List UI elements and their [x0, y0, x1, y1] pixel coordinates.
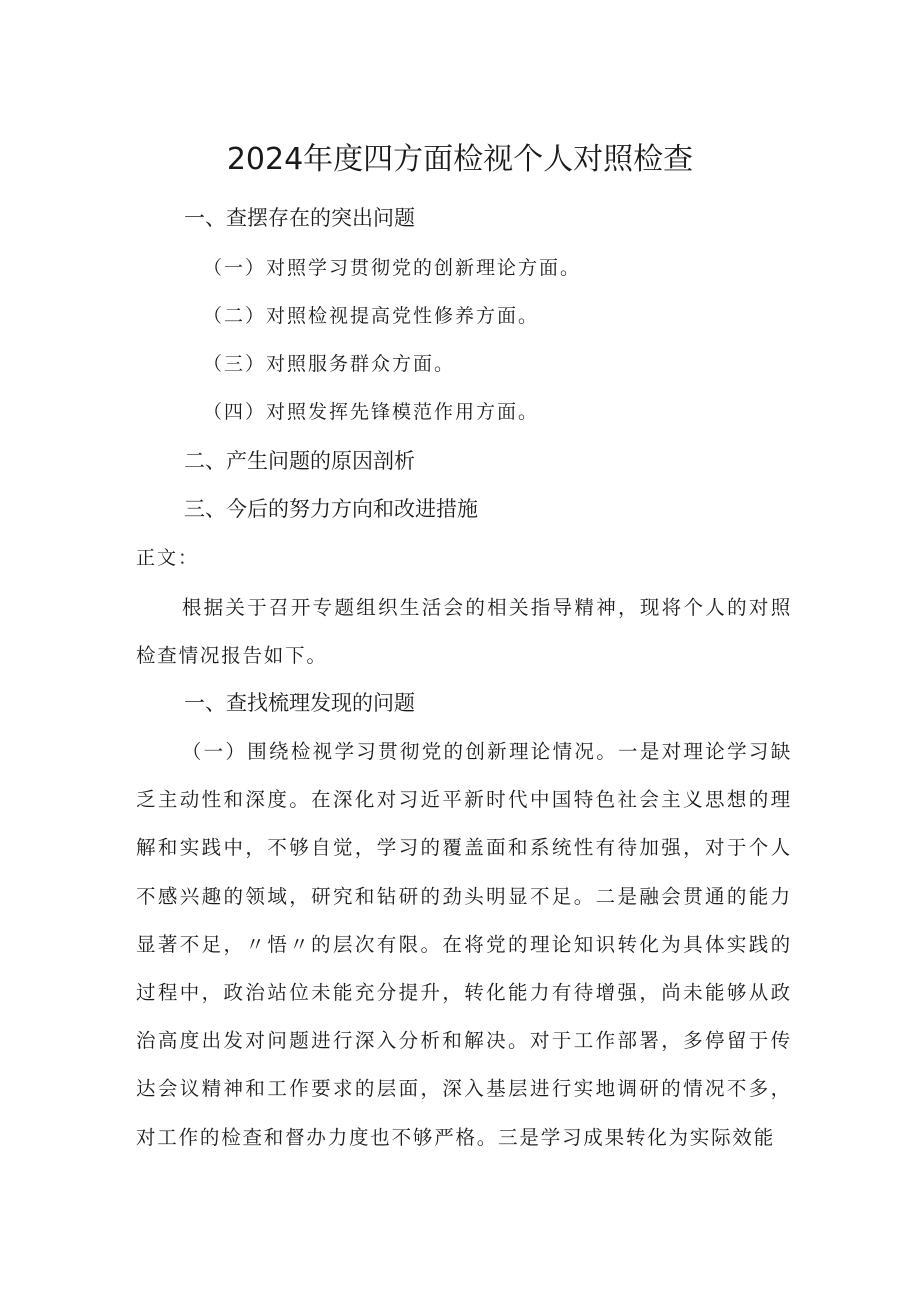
outline-sub-3: （三）对照服务群众方面。: [203, 353, 456, 375]
intro-paragraph: 根据关于召开专题组织生活会的相关指导精神，现将个人的对照检查情况报告如下。: [136, 596, 792, 668]
document-title: 2024年度四方面检视个人对照检查: [226, 142, 694, 177]
outline-sub-1: （一）对照学习贯彻党的创新理论方面。: [203, 257, 582, 279]
outline-sub-4: （四）对照发挥先锋模范作用方面。: [203, 401, 540, 423]
outline-section-1: 一、查摆存在的突出问题: [184, 206, 415, 230]
body-label: 正文：: [136, 547, 200, 569]
outline-section-2: 二、产生问题的原因剖析: [184, 449, 415, 473]
outline-section-3: 三、今后的努力方向和改进措施: [184, 497, 478, 521]
body-paragraph-1: （一）围绕检视学习贯彻党的创新理论情况。一是对理论学习缺乏主动性和深度。在深化对习近平新时代中国特色社会主义思想的理解和实践中，不够自觉，学习的覆盖面和系统性有待加强，对于个人不感兴趣的领域，研究和钻研的劲头明显不足。二是融会贯通的能力显著不足，〃悟〃的层次有限。在将党的理论知识转化为具体实践的过程中，政治站位未能充分提升，转化能力有待增强，尚未能够从政治高度出发对问题进行深入分析和解决。对于工作部署，多停留于传达会议精神和工作要求的层面，深入基层进行实地调研的情况不多，对工作的检查和督办力度也不够严格。三是学习成果转化为实际效能: [136, 740, 792, 1149]
body-heading-1: 一、查找梳理发现的问题: [184, 691, 415, 715]
outline-sub-2: （二）对照检视提高党性修养方面。: [203, 305, 540, 327]
